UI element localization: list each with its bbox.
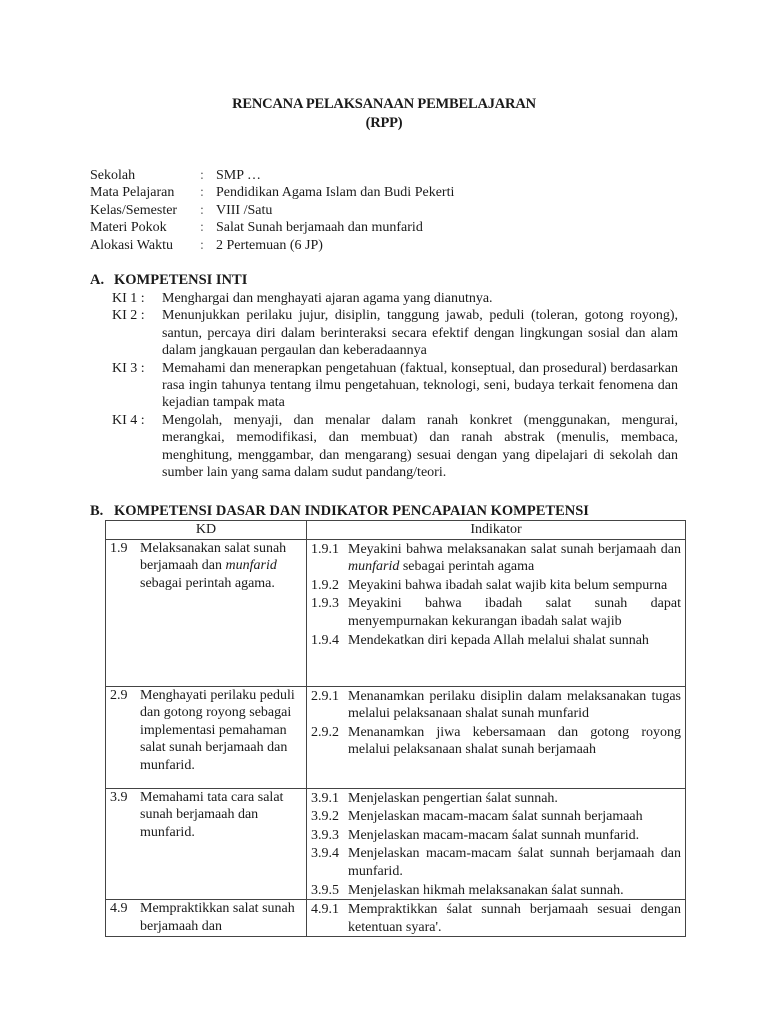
identity-colon: : bbox=[200, 185, 204, 201]
ki-item bbox=[112, 360, 678, 412]
column-header-kd: KD bbox=[106, 521, 307, 540]
section-number: A. bbox=[90, 272, 105, 288]
indicator-number: 3.9.4 bbox=[311, 846, 339, 862]
indicator-item bbox=[311, 826, 681, 845]
ki-item bbox=[112, 290, 678, 307]
indicator-text: Menjelaskan macam-macam śalat sunnah berjamaah dan munfarid. bbox=[348, 846, 681, 879]
indikator-cell bbox=[307, 539, 686, 686]
ki-label: KI 1 : bbox=[112, 291, 145, 306]
indicator-item bbox=[311, 540, 681, 576]
kompetensi-inti-list bbox=[112, 290, 678, 481]
indicator-number: 1.9.4 bbox=[311, 632, 339, 648]
indikator-cell bbox=[307, 686, 686, 788]
kd-cell bbox=[106, 539, 307, 686]
identity-label: Sekolah bbox=[90, 168, 136, 183]
identity-colon: : bbox=[200, 220, 204, 236]
kd-cell bbox=[106, 900, 307, 937]
indicator-item bbox=[311, 723, 681, 759]
section-a-heading bbox=[90, 272, 247, 289]
indicator-number: 2.9.2 bbox=[311, 724, 339, 740]
identity-label: Mata Pelajaran bbox=[90, 185, 175, 201]
indicator-number: 4.9.1 bbox=[311, 902, 339, 918]
column-header-indikator: Indikator bbox=[307, 521, 686, 540]
indicator-item bbox=[311, 881, 681, 900]
ki-text: Menghargai dan menghayati ajaran agama yang dianutnya. bbox=[162, 291, 493, 306]
indicator-item bbox=[311, 789, 681, 808]
indicator-text: Meyakini bahwa melaksanakan salat sunah berjamaah dan munfarid sebagai perintah agama bbox=[348, 541, 681, 575]
indicator-item bbox=[311, 844, 681, 880]
indicator-text: Menjelaskan macam-macam śalat sunnah berjamaah bbox=[348, 809, 643, 825]
kd-number: 2.9 bbox=[110, 687, 128, 703]
indicator-item bbox=[311, 900, 681, 936]
identity-row-alokasi-waktu bbox=[90, 237, 454, 254]
ki-label: KI 2 : bbox=[112, 308, 145, 324]
identity-row-materi-pokok bbox=[90, 219, 454, 236]
indicator-item bbox=[311, 576, 681, 595]
identity-value: VIII /Satu bbox=[216, 202, 273, 218]
identity-colon: : bbox=[200, 168, 204, 183]
indicator-text: Mempraktikkan śalat sunnah berjamaah sesuai dengan ketentuan syara'. bbox=[348, 902, 681, 935]
ki-label: KI 4 : bbox=[112, 412, 145, 428]
identity-row-sekolah bbox=[90, 167, 454, 184]
identity-value: SMP … bbox=[216, 168, 262, 183]
section-number: B. bbox=[90, 503, 104, 519]
ki-item bbox=[112, 307, 678, 359]
table-row bbox=[106, 788, 686, 900]
kd-cell bbox=[106, 686, 307, 788]
kd-number: 3.9 bbox=[110, 789, 128, 805]
indicator-item bbox=[311, 594, 681, 630]
ki-item bbox=[112, 412, 678, 482]
document-title: RENCANA PELAKSANAAN PEMBELAJARAN bbox=[232, 96, 536, 112]
kd-text: Melaksanakan salat sunah berjamaah dan munfarid sebagai perintah agama. bbox=[140, 540, 287, 591]
indicator-item bbox=[311, 631, 681, 650]
table-header-row bbox=[106, 521, 686, 540]
identity-value: 2 Pertemuan (6 JP) bbox=[216, 237, 323, 253]
indicator-number: 3.9.2 bbox=[311, 809, 339, 825]
indicator-number: 1.9.1 bbox=[311, 541, 339, 557]
indicator-number: 2.9.1 bbox=[311, 688, 339, 704]
section-b-heading bbox=[90, 503, 589, 520]
identity-colon: : bbox=[200, 202, 204, 218]
identity-label: Materi Pokok bbox=[90, 220, 167, 236]
kd-text: Memahami tata cara salat sunah berjamaah dan munfarid. bbox=[140, 789, 284, 840]
kd-cell bbox=[106, 788, 307, 900]
identity-value: Salat Sunah berjamaah dan munfarid bbox=[216, 220, 423, 236]
indikator-cell bbox=[307, 900, 686, 937]
identity-row-kelas-semester bbox=[90, 202, 454, 219]
table-row bbox=[106, 900, 686, 937]
indicator-item bbox=[311, 687, 681, 723]
table-row bbox=[106, 686, 686, 788]
kd-number: 4.9 bbox=[110, 901, 128, 917]
indicator-text: Menanamkan perilaku disiplin dalam melaksanakan tugas melalui pelaksanaan shalat sunah munfarid bbox=[348, 688, 681, 722]
indicator-number: 3.9.5 bbox=[311, 882, 339, 898]
identity-row-mata-pelajaran bbox=[90, 184, 454, 201]
indicator-item bbox=[311, 807, 681, 826]
indicator-text: Menjelaskan macam-macam śalat sunnah munfarid. bbox=[348, 827, 640, 843]
kd-number: 1.9 bbox=[110, 540, 128, 556]
indicator-number: 1.9.2 bbox=[311, 577, 339, 593]
indicator-number: 1.9.3 bbox=[311, 596, 339, 612]
indicator-number: 3.9.1 bbox=[311, 790, 339, 806]
ki-text: Memahami dan menerapkan pengetahuan (faktual, konseptual, dan prosedural) berdasarkan rasa ingin tahunya tentang ilmu pengetahuan, teknologi, seni, budaya terkait fenomena dan kejadian tampak mata bbox=[162, 360, 678, 411]
document-subtitle: (RPP) bbox=[365, 115, 403, 131]
indicator-text: Menjelaskan hikmah melaksanakan śalat sunnah. bbox=[348, 882, 624, 898]
identity-label: Alokasi Waktu bbox=[90, 237, 173, 253]
ki-label: KI 3 : bbox=[112, 360, 145, 376]
kd-text: Menghayati perilaku peduli dan gotong royong sebagai implementasi pemahaman salat sunah berjamaah dan munfarid. bbox=[140, 687, 295, 773]
identity-value: Pendidikan Agama Islam dan Budi Pekerti bbox=[216, 185, 455, 201]
identity-block bbox=[90, 167, 454, 254]
identity-colon: : bbox=[200, 237, 204, 253]
indicator-text: Menanamkan jiwa kebersamaan dan gotong royong melalui pelaksanaan shalat sunah berjamaah bbox=[348, 724, 681, 758]
ki-text: Menunjukkan perilaku jujur, disiplin, tanggung jawab, peduli (toleran, gotong royong), santun, percaya diri dalam berinteraksi secara efektif dengan lingkungan sosial dan alam dalam jangkauan pergaulan dan keberadaannya bbox=[162, 308, 678, 359]
indicator-text: Mendekatkan diri kepada Allah melalui shalat sunnah bbox=[348, 632, 649, 648]
indicator-number: 3.9.3 bbox=[311, 827, 339, 843]
kd-text: Mempraktikkan salat sunah berjamaah dan bbox=[140, 901, 295, 934]
indicator-text: Menjelaskan pengertian śalat sunnah. bbox=[348, 790, 558, 806]
section-title: KOMPETENSI DASAR DAN INDIKATOR PENCAPAIAN KOMPETENSI bbox=[114, 503, 589, 519]
section-title: KOMPETENSI INTI bbox=[114, 272, 248, 288]
indicator-text: Meyakini bahwa ibadah salat wajib kita belum sempurna bbox=[348, 577, 668, 593]
kd-indikator-table bbox=[105, 520, 686, 937]
indikator-cell bbox=[307, 788, 686, 900]
indicator-text: Meyakini bahwa ibadah salat sunah dapat menyempurnakan kekurangan ibadah salat wajib bbox=[348, 596, 681, 629]
ki-text: Mengolah, menyaji, dan menalar dalam ranah konkret (menggunakan, mengurai, merangkai, memodifikasi, dan membuat) dan ranah abstrak (menulis, membaca, menghitung, menggambar, dan mengarang) sesuai dengan yang dipelajari di sekolah dan sumber lain yang sama dalam sudut pandang/teori. bbox=[162, 412, 678, 481]
table-row bbox=[106, 539, 686, 686]
identity-label: Kelas/Semester bbox=[90, 202, 178, 218]
